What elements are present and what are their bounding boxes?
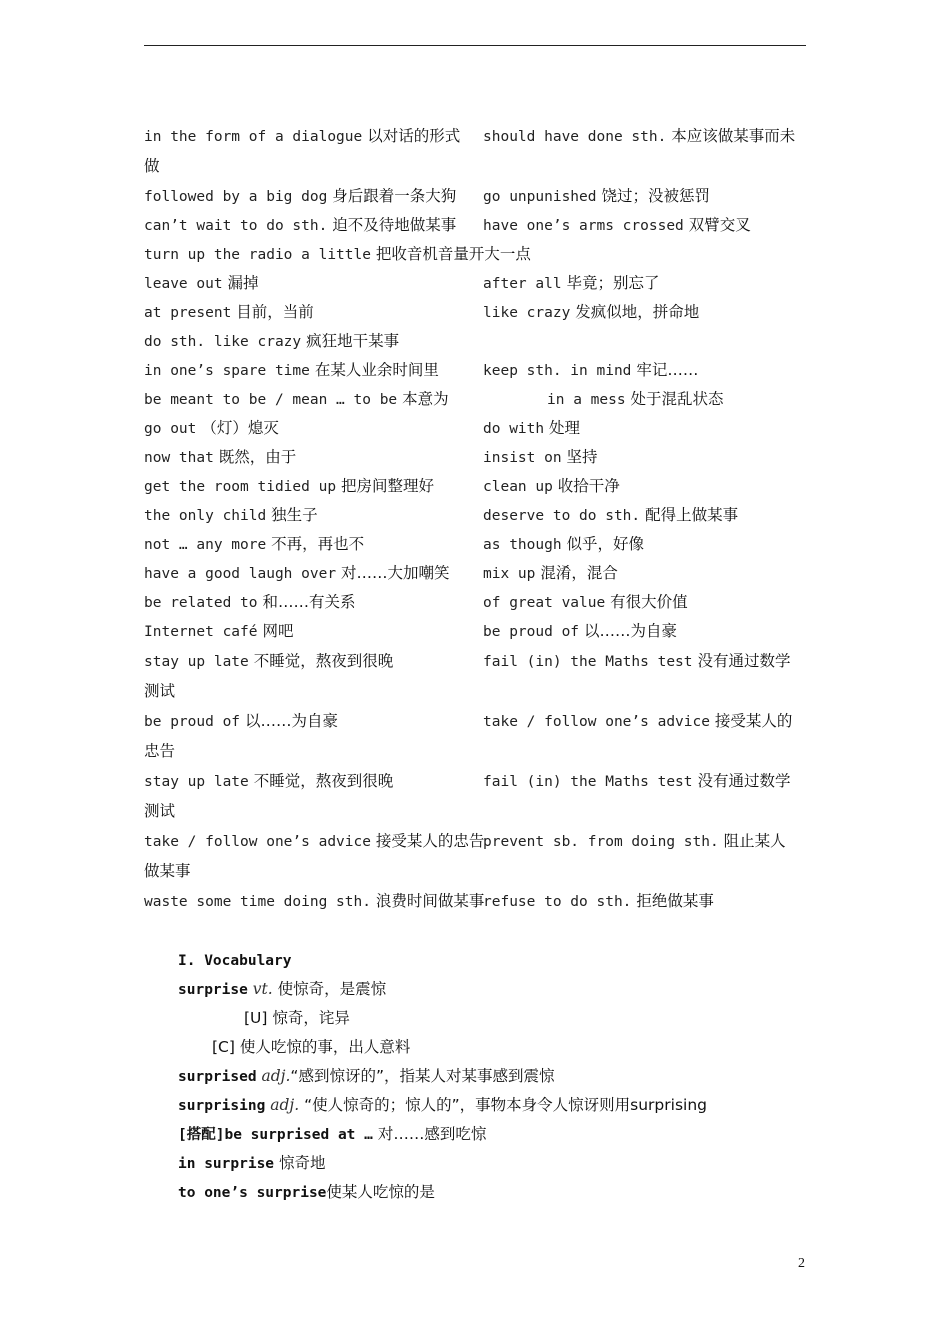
phrase-chinese: 有很大价值 [610,593,688,611]
phrase-chinese: 以对话的形式 [367,127,461,145]
phrase-chinese: 本意为 [402,390,449,408]
phrase-chinese: 不再，再也不 [271,535,365,553]
phrase-english: waste some time doing sth. [144,894,371,910]
phrase-chinese: 把房间整理好 [341,477,435,495]
phrase-chinese: 做 [144,157,160,175]
header-rule [144,45,806,46]
phrase-row [144,152,806,181]
phrase-chinese: 处理 [549,419,581,437]
phrase-english: get the room tidied up [144,479,337,495]
phrase-chinese: 做某事 [144,862,191,880]
phrase-row [144,559,806,588]
phrase-row [144,472,806,501]
phrase-left [144,652,393,670]
phrase-english: turn up the radio a little [144,247,371,263]
vocab-line: surprising adj. “使人惊奇的；惊人的”，事物本身令人惊讶则用surprising [178,1096,707,1114]
phrase-left [144,802,175,820]
phrase-chinese: 毕竟；别忘了 [566,274,660,292]
phrase-english: keep sth. in mind [483,363,632,379]
phrase-english: Internet café [144,624,258,640]
vocab-line: to one’s surprise使某人吃惊的是 [178,1183,435,1201]
phrase-english: after all [483,276,562,292]
phrase-english: deserve to do sth. [483,508,641,524]
phrase-row [144,707,806,736]
phrase-left [144,187,456,205]
phrase-chinese: 接受某人的 [714,712,793,730]
phrase-chinese: 接受某人的忠告 [375,832,485,850]
phrase-right [483,827,786,857]
phrase-right [483,472,620,502]
phrase-right [483,122,795,152]
phrase-english: stay up late [144,654,249,670]
phrase-english: the only child [144,508,267,524]
phrase-row [144,122,806,151]
phrase-english: leave out [144,276,223,292]
phrase-english: now that [144,450,214,466]
phrase-left [144,274,259,292]
phrase-english: in one’s spare time [144,363,310,379]
phrase-english: clean up [483,479,553,495]
phrase-left [144,245,531,263]
phrase-chinese: 没有通过数学 [697,652,791,670]
phrase-chinese: 配得上做某事 [645,506,739,524]
phrase-right [483,182,710,212]
phrase-chinese: 饶过；没被惩罚 [601,187,710,205]
phrase-english: be meant to be / mean … to be [144,392,398,408]
phrase-english: be proud of [483,624,580,640]
phrase-left [144,593,355,611]
phrase-english: can’t wait to do sth. [144,218,328,234]
phrase-right [483,501,738,531]
vocab-line: in surprise 惊奇地 [178,1154,326,1172]
phrase-row [144,414,806,443]
phrase-right [483,617,677,647]
phrase-chinese: 疯狂地干某事 [306,332,400,350]
phrase-left [144,303,314,321]
phrase-left [144,127,460,145]
phrase-row [144,677,806,706]
phrase-english: insist on [483,450,562,466]
phrase-english: of great value [483,595,606,611]
phrase-chinese: 忠告 [144,742,176,760]
phrase-right [483,887,714,917]
phrase-english: go unpunished [483,189,597,205]
phrase-right [483,588,688,618]
phrase-chinese: 以……为自豪 [583,622,677,640]
phrase-left [144,772,393,790]
phrase-chinese: 坚持 [566,448,598,466]
phrase-chinese: （灯）熄灭 [201,419,279,437]
phrase-row [144,240,806,269]
phrase-chinese: 发疯似地，拼命地 [575,303,700,321]
phrase-chinese: 混淆，混合 [540,564,618,582]
phrase-chinese: 目前，当前 [236,303,314,321]
phrase-english: fail (in) the Maths test [483,654,693,670]
phrase-left [144,157,160,175]
phrase-row [144,827,806,856]
phrase-chinese: 牢记…… [636,361,699,379]
phrase-english: take / follow one’s advice [144,834,371,850]
phrase-left [144,390,449,408]
phrase-row [144,182,806,211]
phrase-right [483,707,792,737]
phrase-english: have one’s arms crossed [483,218,684,234]
phrase-chinese: 双臂交叉 [688,216,751,234]
phrase-chinese: 以……为自豪 [244,712,338,730]
phrase-chinese: 似乎，好像 [566,535,645,553]
phrase-chinese: 在某人业余时间里 [314,361,439,379]
phrase-english: have a good laugh over [144,566,337,582]
phrase-right [483,767,790,797]
phrase-right [483,298,699,328]
phrase-chinese: 处于混乱状态 [630,390,724,408]
phrase-row [144,327,806,356]
phrase-row [144,443,806,472]
phrase-left [144,506,318,524]
phrase-row [144,298,806,327]
phrase-row [144,887,806,916]
phrase-left [144,742,175,760]
phrase-row [144,530,806,559]
phrase-right [547,385,724,415]
phrase-left [144,892,484,910]
phrase-english: like crazy [483,305,571,321]
phrase-english: refuse to do sth. [483,894,632,910]
phrase-left [144,332,399,350]
phrase-row [144,737,806,766]
phrase-english: do with [483,421,545,437]
phrase-chinese: 把收音机音量开大一点 [375,245,531,263]
phrase-left [144,682,175,700]
phrase-english: go out [144,421,197,437]
phrase-chinese: 阻止某人 [723,832,786,850]
phrase-right [483,647,790,677]
phrase-right [483,414,580,444]
vocab-line: surprised adj.“感到惊讶的”，指某人对某事感到震惊 [178,1067,555,1085]
phrase-chinese: 收拾干净 [557,477,620,495]
phrase-row [144,797,806,826]
phrase-left [144,477,434,495]
phrase-right [483,269,660,299]
phrase-left [144,832,484,850]
phrase-row [144,647,806,676]
phrase-chinese: 拒绝做某事 [636,892,714,910]
phrase-chinese: 本应该做某事而未 [671,127,796,145]
phrase-chinese: 和……有关系 [262,593,356,611]
phrase-english: at present [144,305,232,321]
phrase-right [483,530,644,560]
phrase-chinese: 网吧 [262,622,294,640]
phrase-chinese: 浪费时间做某事 [375,892,485,910]
phrase-english: do sth. like crazy [144,334,302,350]
phrase-right [483,559,618,589]
phrase-english: fail (in) the Maths test [483,774,693,790]
phrase-english: not … any more [144,537,267,553]
phrase-left [144,216,456,234]
phrase-left [144,564,450,582]
phrase-row [144,269,806,298]
phrase-chinese: 不睡觉，熬夜到很晚 [253,772,394,790]
phrase-row [144,767,806,796]
phrase-english: as though [483,537,562,553]
phrase-left [144,361,439,379]
phrase-english: in the form of a dialogue [144,129,363,145]
phrase-row [144,617,806,646]
phrase-english: take / follow one’s advice [483,714,710,730]
phrase-left [144,862,191,880]
phrase-english: followed by a big dog [144,189,328,205]
vocab-line: surprise vt. 使惊奇，是震惊 [178,980,387,998]
phrase-left [144,535,364,553]
phrase-english: be proud of [144,714,241,730]
phrase-english: in a mess [547,392,626,408]
phrase-english: should have done sth. [483,129,667,145]
phrase-chinese: 没有通过数学 [697,772,791,790]
vocabulary-heading: I. Vocabulary [178,953,292,969]
phrase-row [144,356,806,385]
phrase-row [144,857,806,886]
phrase-left [144,622,293,640]
phrase-chinese: 身后跟着一条大狗 [332,187,457,205]
phrase-chinese: 测试 [144,682,176,700]
phrase-chinese: 不睡觉，熬夜到很晚 [253,652,394,670]
phrase-left [144,419,279,437]
phrase-chinese: 对……大加嘲笑 [341,564,450,582]
phrase-row [144,588,806,617]
phrase-english: mix up [483,566,536,582]
phrase-english: stay up late [144,774,249,790]
phrase-english: prevent sb. from doing sth. [483,834,719,850]
phrase-chinese: 漏掉 [227,274,259,292]
phrase-chinese: 测试 [144,802,176,820]
phrase-chinese: 独生子 [271,506,318,524]
vocab-line: [C] 使人吃惊的事，出人意料 [212,1038,411,1056]
phrase-right [483,443,598,473]
phrase-row [144,211,806,240]
phrase-row [144,385,806,414]
vocab-line: [搭配]be surprised at … 对……感到吃惊 [178,1125,487,1143]
phrase-chinese: 既然，由于 [218,448,297,466]
phrase-chinese: 迫不及待地做某事 [332,216,457,234]
phrase-right [483,211,751,241]
phrase-left [144,712,338,730]
phrase-left [144,448,296,466]
phrase-english: be related to [144,595,258,611]
vocab-line: [U] 惊奇，诧异 [244,1009,350,1027]
phrase-row [144,501,806,530]
phrase-right [483,356,698,386]
page-number: 2 [798,1256,805,1271]
